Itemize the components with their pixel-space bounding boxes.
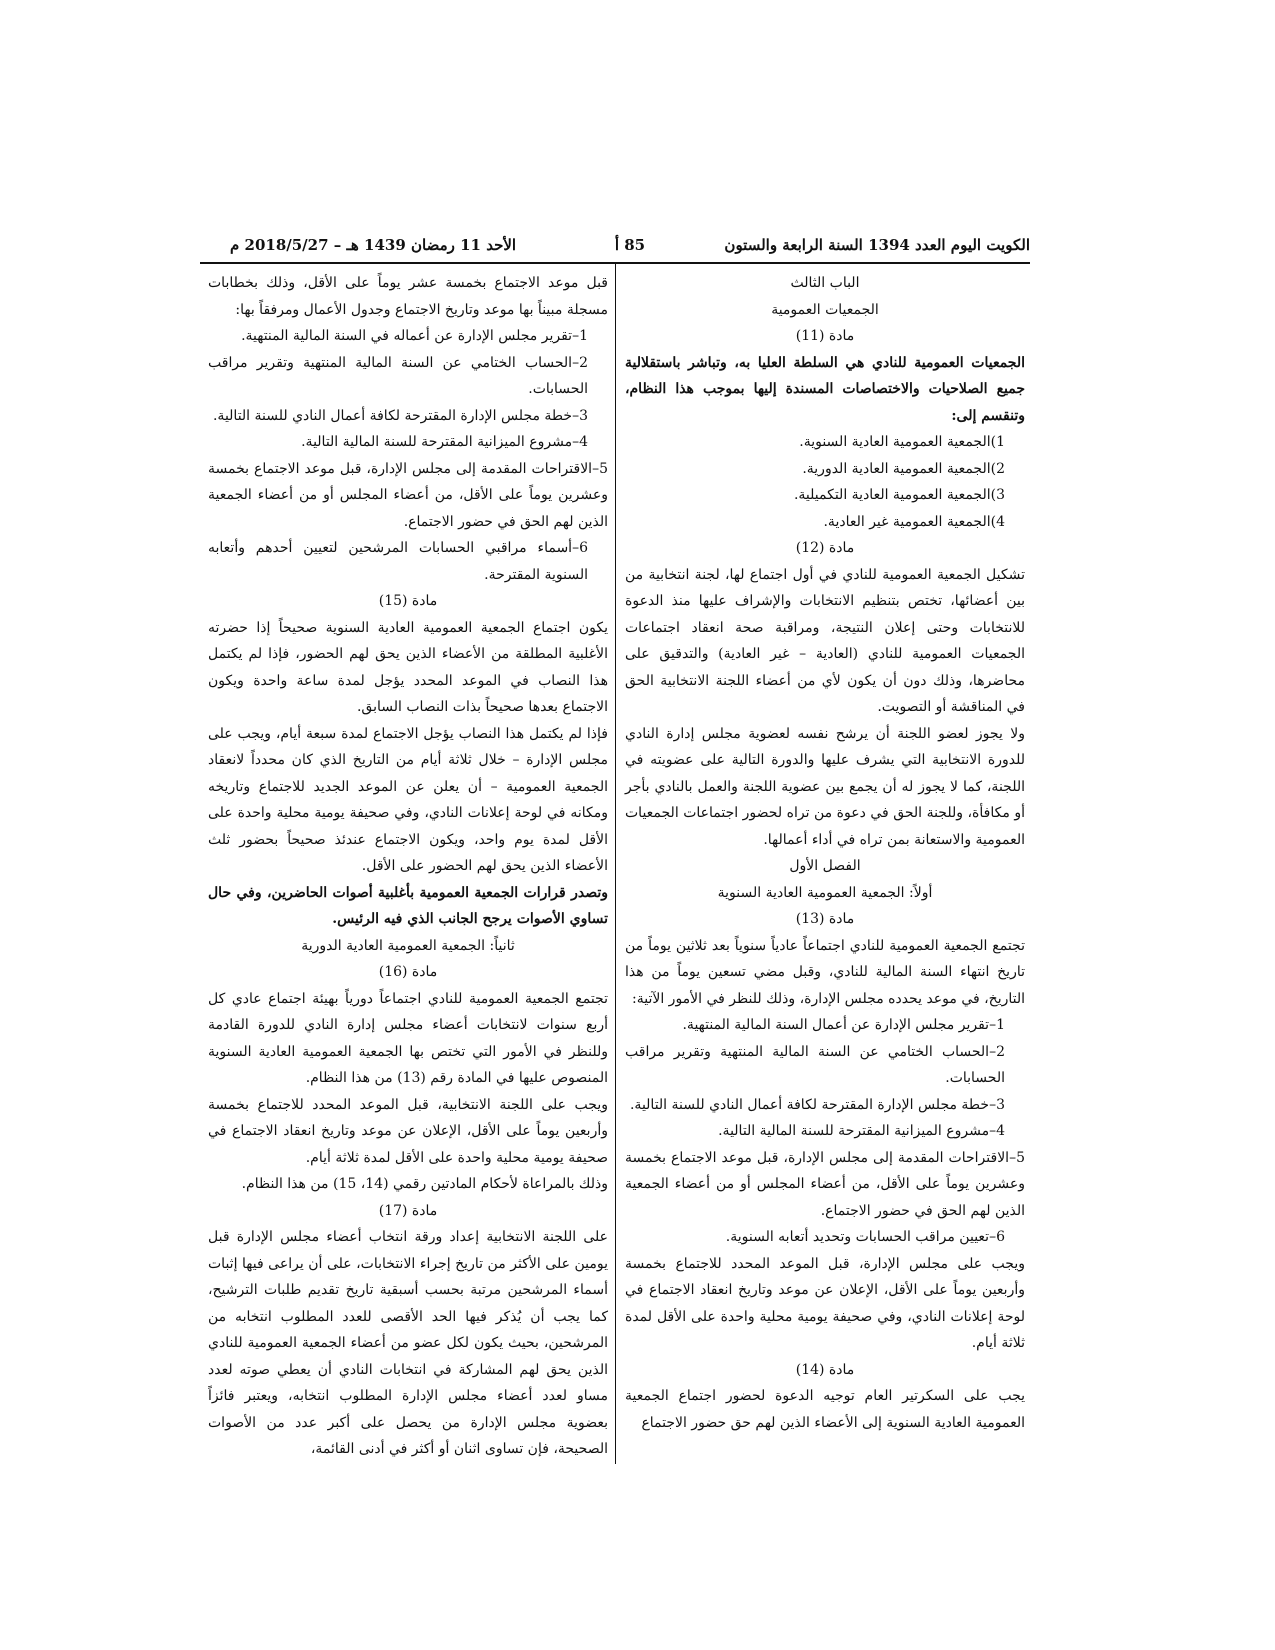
heading: مادة (13): [795, 911, 855, 927]
paragraph: ويجب على مجلس الإدارة، قبل الموعد المحدد للاجتماع بخمسة وأربعين يوماً على الأقل، الإعلان عن موعد وتاريخ انعقاد الاجتماع في لوحة إعلانات النادي، وفي صحيفة يومية محلية واحدة على الأقل لمدة ثلاثة أيام.: [625, 1255, 1025, 1351]
heading: أولاً: الجمعية العمومية العادية السنوية: [717, 884, 933, 901]
paragraph: 4)الجمعية العمومية غير العادية.: [823, 513, 1005, 530]
paragraph: 1)الجمعية العمومية العادية السنوية.: [799, 434, 1005, 450]
paragraph: الجمعيات العمومية للنادي هي السلطة العليا به، وتباشر باستقلالية جميع الصلاحيات والاختصاصات المسندة إليها بموجب هذا النظام، وتنقسم إلى:: [625, 354, 1025, 424]
paragraph: 1–تقرير مجلس الإدارة عن أعمال السنة المالية المنتهية.: [682, 1017, 1005, 1033]
paragraph: 2–الحساب الختامي عن السنة المالية المنتهية وتقرير مراقب الحسابات.: [208, 354, 588, 397]
paragraph: ويجب على اللجنة الانتخابية، قبل الموعد المحدد للاجتماع بخمسة وأربعين يوماً على الأقل، الإعلان عن موعد وتاريخ انعقاد الاجتماع في صحيفة يومية محلية واحدة على الأقل لمدة ثلاثة أيام.: [208, 1096, 608, 1166]
paragraph: فإذا لم يكتمل هذا النصاب يؤجل الاجتماع لمدة سبعة أيام، ويجب على مجلس الإدارة – خلال ثلاثة أيام من التاريخ الذي كان محدداً لانعقاد الجمعية العمومية – أن يعلن عن الموعد الجديد للاجتماع وتاريخه ومكانه في لوحة إعلانات النادي، وفي صحيفة يومية محلية واحدة على الأقل لمدة يوم واحد، ويكون الاجتماع عندئذ صحيحاً بحضور ثلث الأعضاء الذين يحق لهم الحضور على الأقل.: [208, 725, 608, 874]
paragraph: 4–مشروع الميزانية المقترحة للسنة المالية التالية.: [301, 434, 588, 450]
heading: الباب الثالث: [790, 275, 860, 291]
paragraph: 4–مشروع الميزانية المقترحة للسنة المالية التالية.: [718, 1123, 1005, 1139]
heading: مادة (15): [378, 593, 438, 609]
paragraph: 3)الجمعية العمومية العادية التكميلية.: [793, 487, 1005, 503]
paragraph: 5–الاقتراحات المقدمة إلى مجلس الإدارة، قبل موعد الاجتماع بخمسة وعشرين يوماً على الأقل، من أعضاء المجلس أو من أعضاء الجمعية الذين لهم الحق في حضور الاجتماع.: [208, 460, 608, 530]
paragraph: تشكيل الجمعية العمومية للنادي في أول اجتماع لها، لجنة انتخابية من بين أعضائها، تختص بتنظيم الانتخابات والإشراف عليها منذ الدعوة للانتخابات وحتى إعلان النتيجة، ومراقبة صحة انعقاد اجتماعات الجمعيات العمومية للنادي (العادية – غير العادية) والتدقيق على محاضرها، وذلك دون أن يكون لأي من أعضاء اللجنة الانتخابية الحق في المناقشة أو التصويت.: [625, 566, 1025, 715]
paragraph: وذلك بالمراعاة لأحكام المادتين رقمي (14، 15) من هذا النظام.: [241, 1176, 608, 1192]
page-header: [230, 236, 1030, 260]
heading: مادة (16): [378, 964, 438, 980]
paragraph: 1–تقرير مجلس الإدارة عن أعماله في السنة المالية المنتهية.: [241, 328, 588, 344]
heading: ثانياً: الجمعية العمومية العادية الدورية: [301, 937, 515, 954]
heading: مادة (14): [795, 1361, 855, 1378]
paragraph: تجتمع الجمعية العمومية للنادي اجتماعاً عادياً سنوياً بعد ثلاثين يوماً من تاريخ انتهاء السنة المالية للنادي، وقبل مضي تسعين يوماً من هذا التاريخ، في موعد يحدده مجلس الإدارة، وذلك للنظر في الأمور الآتية:: [625, 937, 1025, 1007]
issue-date: الأحد 11 رمضان 1439 هـ – 2018/5/27 م: [230, 236, 517, 254]
paragraph: ولا يجوز لعضو اللجنة أن يرشح نفسه لعضوية مجلس إدارة النادي للدورة الانتخابية التي يشرف عليها والدورة التالية على عضويته في اللجنة، كما لا يجوز له أن يجمع بين عضوية اللجنة والعمل بالنادي بأجر أو مكافأة، وللجنة الحق في دعوة من تراه لحضور اجتماعات الجمعيات العمومية والاستعانة بمن تراه في أداء أعمالها.: [625, 725, 1025, 848]
paragraph: 3–خطة مجلس الإدارة المقترحة لكافة أعمال النادي للسنة التالية.: [629, 1096, 1005, 1113]
paragraph: 5–الاقتراحات المقدمة إلى مجلس الإدارة، قبل موعد الاجتماع بخمسة وعشرين يوماً على الأقل، من أعضاء المجلس أو من أعضاء الجمعية الذين لهم الحق في حضور الاجتماع.: [625, 1149, 1025, 1219]
paragraph: 6–أسماء مراقبي الحسابات المرشحين لتعيين أحدهم وأتعابه السنوية المقترحة.: [208, 540, 588, 583]
paragraph: قبل موعد الاجتماع بخمسة عشر يوماً على الأقل، وذلك بخطابات مسجلة مبيناً بها موعد وتاريخ الاجتماع وجدول الأعمال ومرفقاً بها:: [208, 275, 608, 318]
paragraph: على اللجنة الانتخابية إعداد ورقة انتخاب أعضاء مجلس الإدارة قبل يومين على الأكثر من تاريخ إجراء الانتخابات، على أن يراعى فيها إثبات أسماء المرشحين مرتبة بحسب أسبقية تاريخ تقديم طلبات الترشيح، كما يجب أن يُذكر فيها الحد الأقصى للعدد المطلوب انتخابه من المرشحين، بحيث يكون لكل عضو من أعضاء الجمعية العمومية للنادي الذين يحق لهم المشاركة في انتخابات النادي أن يعطي صوته لعدد مساو لعدد أعضاء مجلس الإدارة المطلوب انتخابه، ويعتبر فائزاً بعضوية مجلس الإدارة من يحصل على أكبر عدد من الأصوات الصحيحة، فإن تساوى اثنان أو أكثر في أدنى القائمة،: [208, 1229, 608, 1457]
publication-title: الكويت اليوم العدد 1394 السنة الرابعة والستون: [724, 236, 1030, 254]
paragraph: 3–خطة مجلس الإدارة المقترحة لكافة أعمال النادي للسنة التالية.: [212, 407, 588, 424]
paragraph: 6–تعيين مراقب الحسابات وتحديد أتعابه السنوية.: [725, 1229, 1005, 1245]
paragraph: يجب على السكرتير العام توجيه الدعوة لحضور اجتماع الجمعية العمومية العادية السنوية إلى الأعضاء الذين لهم حق حضور الاجتماع: [625, 1388, 1025, 1431]
heading: مادة (11): [795, 328, 855, 344]
page-number: 85 أ: [614, 236, 646, 254]
heading: الجمعيات العمومية: [771, 301, 879, 318]
heading: الفصل الأول: [789, 858, 861, 874]
right-column: [625, 270, 1025, 1436]
paragraph: تجتمع الجمعية العمومية للنادي اجتماعاً دورياً بهيئة اجتماع عادي كل أربع سنوات لانتخابات أعضاء مجلس إدارة النادي للدورة القادمة وللنظر في الأمور التي تختص بها الجمعية العمومية العادية السنوية المنصوص عليها في المادة رقم (13) من هذا النظام.: [208, 990, 608, 1086]
paragraph: 2–الحساب الختامي عن السنة المالية المنتهية وتقرير مراقب الحسابات.: [625, 1043, 1005, 1086]
paragraph: يكون اجتماع الجمعية العمومية العادية السنوية صحيحاً إذا حضرته الأغلبية المطلقة من الأعضاء الذين يحق لهم الحضور، فإذا لم يكتمل هذا النصاب في الموعد المحدد يؤجل لمدة ساعة واحدة ويكون الاجتماع بعدها صحيحاً بذات النصاب السابق.: [208, 619, 608, 715]
column-divider: [615, 264, 616, 1464]
heading: مادة (17): [378, 1202, 438, 1219]
paragraph: 2)الجمعية العمومية العادية الدورية.: [802, 460, 1005, 477]
paragraph: وتصدر قرارات الجمعية العمومية بأغلبية أصوات الحاضرين، وفي حال تساوي الأصوات يرجح الجانب الذي فيه الرئيس.: [208, 884, 608, 927]
heading: مادة (12): [795, 540, 855, 556]
left-column: [208, 270, 608, 1463]
